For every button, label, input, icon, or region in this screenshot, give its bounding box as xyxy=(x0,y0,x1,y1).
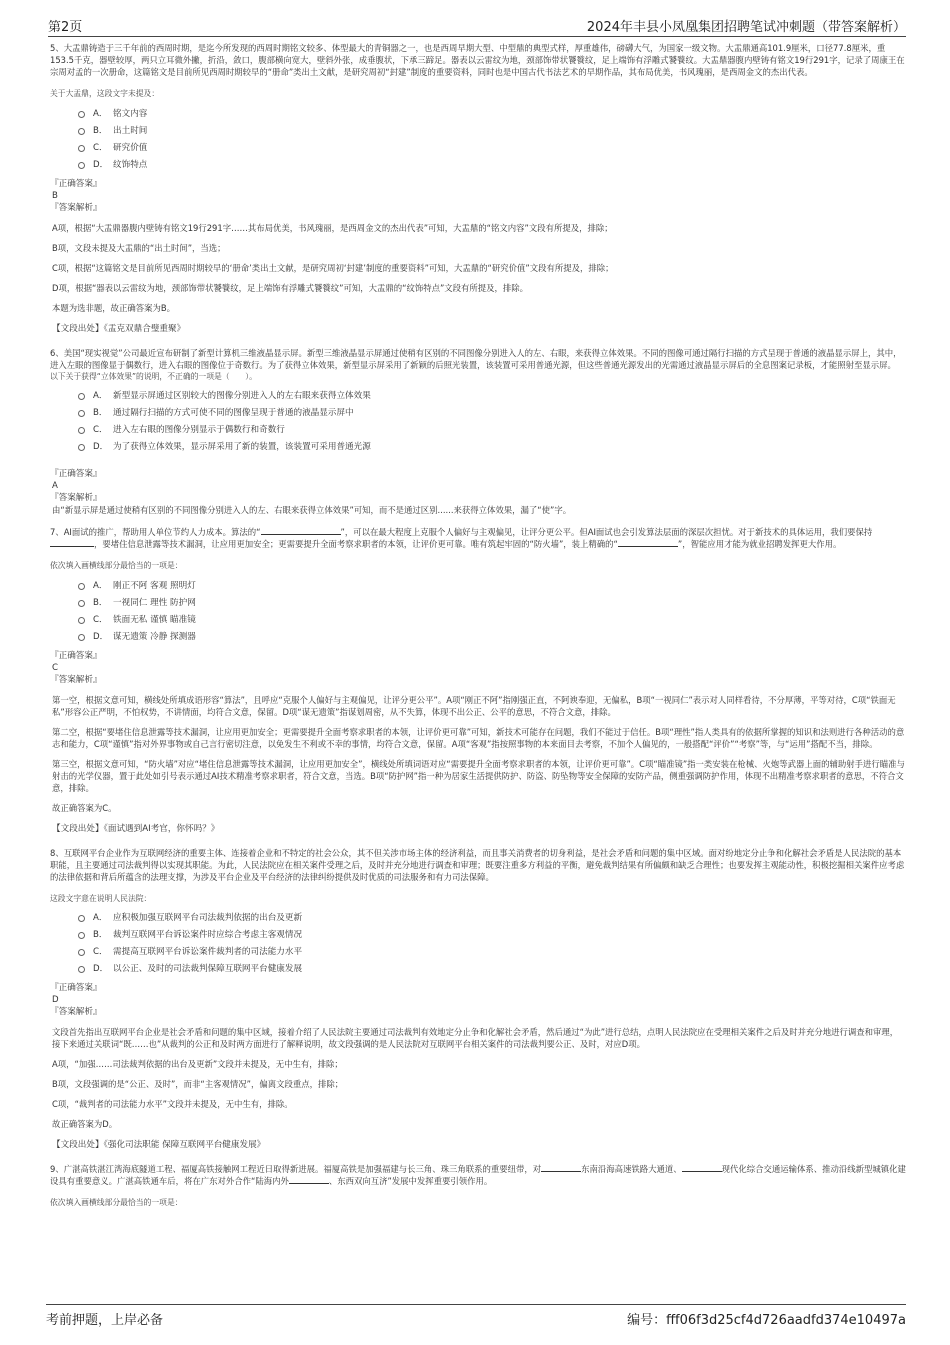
option-a[interactable]: A． 新型显示屏通过区别较大的图像分别进入人的左右眼来获得立体效果 xyxy=(78,388,906,405)
option-list xyxy=(78,388,906,456)
explain-text: D项，根据“器表以云雷纹为地，颈部饰带状饕餮纹，足上端饰有浮雕式饕餮纹”可知，大盂鼎的“纹饰特点”文段有所提及，排除。 xyxy=(52,282,529,293)
question-6 xyxy=(50,347,906,517)
radio-icon[interactable] xyxy=(78,966,85,973)
radio-icon[interactable] xyxy=(78,617,85,624)
radio-icon[interactable] xyxy=(78,427,85,434)
explain-label: 『答案解析』 xyxy=(50,1007,102,1017)
explain-text: C项，“裁判者的司法能力水平”文段并未提及，无中生有，排除。 xyxy=(52,1099,293,1109)
radio-icon[interactable] xyxy=(78,634,85,641)
option-c[interactable]: C． 需提高互联网平台诉讼案件裁判者的司法能力水平 xyxy=(78,944,906,961)
explain-conclusion: 本题为选非题，故正确答案为B。 xyxy=(52,302,175,313)
answer-value: B xyxy=(52,190,58,201)
explain-text: 由“新显示屏是通过使稍有区别的不同图像分别进入人的左、右眼来获得立体效果”可知，而不是通过区别......来获得立体效果，漏了“使”字。 xyxy=(52,505,572,515)
question-stem: 这段文字意在说明人民法院： xyxy=(50,893,152,903)
answer-label: 『正确答案』 xyxy=(50,469,102,479)
radio-icon[interactable] xyxy=(78,583,85,590)
explain-label: 『答案解析』 xyxy=(50,202,102,213)
fill-blank xyxy=(618,538,678,547)
radio-icon[interactable] xyxy=(78,111,85,118)
option-d[interactable]: D． 为了获得立体效果，显示屏采用了新的装置，该装置可采用普通光源 xyxy=(78,439,906,456)
radio-icon[interactable] xyxy=(78,410,85,417)
question-stem: 关于大盂鼎，这段文字未提及： xyxy=(50,89,160,98)
question-9 xyxy=(50,1163,906,1209)
radio-icon[interactable] xyxy=(78,145,85,152)
option-b[interactable]: B． 通过隔行扫描的方式可使不同的图像呈现于普通的液晶显示屏中 xyxy=(78,405,906,422)
page-number: 第2页 xyxy=(48,20,83,35)
question-5 xyxy=(50,42,906,335)
question-passage: 5、大盂鼎铸造于三千年前的西周时期，是迄今所发现的西周时期铭文较多、体型最大的青铜器之一，也是西周早期大型、中型鼎的典型式样，厚重雄伟，磅礴大气，为国家一级文物。大盂鼎通高101.9厘米，口径77.8厘米，重153.5千克，器壁较厚，两只立耳微外撇，折沿，敛口，腹部横向宽大，壁斜外张，成垂腹状，下承三蹄足。器表以云雷纹为地，颈部饰带状饕餮纹，足上端饰有浮雕式饕餮纹。大盂鼎器腹内壁铸有铭文19行291字，记录了周康王在宗周对孟的一次册命，这篇铭文是目前所见西周时期较早的“册命”类出土文献，是研究周初“封建”制度的重要资料，同时也是中国古代书法艺术的早期作品，其布局优美，书风瑰丽，是西周金文的杰出代表。 xyxy=(50,43,905,77)
explain-text: 第二空，根据“要堵住信息泄露等技术漏洞，让应用更加安全；更需要提升全面考察求职者的本领，让评价更可靠”可知，新技术可能存在问题，我们不能过于信任。B项“理性”指人类具有的依据所掌握的知识和法则进行各种活动的意志和能力，C项“谨慎”指对外界事物或自己言行密切注意，以免发生不利或不幸的事情，均符合文意，保留。A项“客观”指按照事物的本来面目去考察，不加个人偏见的，一般搭配“评价”“考察”等，与“运用”搭配不当，排除。 xyxy=(52,726,905,749)
option-d[interactable]: D． 谋无遗策 冷静 探测器 xyxy=(78,629,906,646)
document-body xyxy=(50,42,906,1299)
option-list xyxy=(78,106,906,174)
source-citation: 【文段出处】《强化司法职能 保障互联网平台健康发展》 xyxy=(52,1140,266,1150)
radio-icon[interactable] xyxy=(78,444,85,451)
explain-conclusion: 故正确答案为D。 xyxy=(52,1119,118,1129)
explain-text: 文段首先指出互联网平台企业是社会矛盾和问题的集中区域，接着介绍了人民法院主要通过司法裁判有效地定分止争和化解社会矛盾，然后通过“为此”进行总结，点明人民法院应在受理相关案件之后及时并充分地进行调查和审理，接下来通过关联词“既……也”从裁判的公正和及时两方面进行了解释说明，故文段强调的是人民法院对互联网平台相关案件的司法裁判要公正、及时，对应D项。 xyxy=(52,1027,899,1049)
radio-icon[interactable] xyxy=(78,932,85,939)
question-passage: 9、广湛高铁湛江湾海底隧道工程、福厦高铁接触网工程近日取得新进展。福厦高铁是加强福建与长三角、珠三角联系的重要纽带，对 东南沿海高速铁路大通道、 现代化综合交通运输体系、推动沿线新型城镇化建设具有重要意义。广湛高铁通车后，将在广东对外合作“陆海内外 、东西双向互济”发展中发挥重要引领作用。 xyxy=(50,1164,906,1186)
fill-blank xyxy=(289,1175,329,1184)
radio-icon[interactable] xyxy=(78,600,85,607)
option-d[interactable]: D． 以公正、及时的司法裁判保障互联网平台健康发展 xyxy=(78,961,906,978)
option-a[interactable]: A． 刚正不阿 客观 照明灯 xyxy=(78,578,906,595)
explain-conclusion: 故正确答案为C。 xyxy=(52,802,117,813)
explain-text: 第三空，根据文意可知，“防火墙”对应“堵住信息泄露等技术漏洞，让应用更加安全”，横线处所填词语对应“需要提升全面考察求职者的本领，让评价更可靠”。C项“瞄准镜”指一类安装在枪械、火炮等武器上面的辅助射手进行瞄准与射击的光学仪器，置于此处如引号表示通过AI技术精准考察求职者，符合文意，当选。B项“防护网”指一种为居家生活提供防护、防盗、防坠物等安全保障的安防产品，侧重强调防护作用，体现不出精准考察求职者的意思，不符合文意，排除。 xyxy=(52,758,905,793)
option-c[interactable]: C． 研究价值 xyxy=(78,140,906,157)
fill-blank xyxy=(541,1163,581,1172)
explain-text: B项，文段强调的是“公正、及时”，而非“主客观情况”，偏离文段重点，排除； xyxy=(52,1079,344,1089)
answer-value: D xyxy=(52,995,59,1005)
answer-label: 『正确答案』 xyxy=(50,178,102,189)
fill-blank xyxy=(682,1163,722,1172)
explain-label: 『答案解析』 xyxy=(50,674,102,685)
footer-slogan: 考前押题，上岸必备 xyxy=(46,1313,164,1328)
question-passage: 6、美国“现实视觉”公司最近宣布研制了新型计算机三维液晶显示屏。新型三维液晶显示屏通过使稍有区别的不同图像分别进入人的左、右眼，来获得立体效果。不同的图像可通过隔行扫描的方式呈现于普通的液晶显示屏上，其中，进入左眼的图像显于偶数行，进入右眼的图像位于奇数行。为了获得立体效果，新型显示屏采用了新颖的后照光装置，该装置可采用普通光源，但这些普通光源发出的光需通过液晶显示屏后的全息图案记录板，才能照射至显示屏。 xyxy=(50,347,902,370)
answer-value: A xyxy=(52,481,58,491)
document-title: 2024年丰县小凤凰集团招聘笔试冲刺题（带答案解析） xyxy=(586,20,906,35)
option-b[interactable]: B． 出土时间 xyxy=(78,123,906,140)
question-passage: 7、AI面试的推广，帮助用人单位节约人力成本。算法的“ ”，可以在最大程度上克服个人偏好与主观偏见，让评分更公平。但AI面试也会引发算法层面的深层次担忧。对于新技术的具体运用，我们要保持，要堵住信息泄露等技术漏洞，让应用更加安全；更需要提升全面考察求职者的本领，让评价更可靠。唯有筑起牢固的“防火墙”，装上精确的“ ”，智能应用才能为就业招聘发挥更大作用。 xyxy=(50,527,873,549)
option-b[interactable]: B． 裁判互联网平台诉讼案件时应综合考虑主客观情况 xyxy=(78,927,906,944)
explain-text: A项，根据“大盂鼎器腹内壁铸有铭文19行291字……其布局优美，书风瑰丽，是西周金文的杰出代表”可知，大盂鼎的“铭文内容”文段有所提及，排除； xyxy=(52,222,613,233)
source-citation: 【文段出处】《面试遇到AI考官，你怀吗？》 xyxy=(52,823,220,834)
answer-label: 『正确答案』 xyxy=(50,983,102,993)
answer-label: 『正确答案』 xyxy=(50,650,102,661)
radio-icon[interactable] xyxy=(78,915,85,922)
question-7 xyxy=(50,526,906,835)
answer-value: C xyxy=(52,662,59,673)
option-list xyxy=(78,578,906,646)
radio-icon[interactable] xyxy=(78,949,85,956)
question-stem: 依次填入画横线部分最恰当的一项是： xyxy=(50,1198,183,1207)
option-b[interactable]: B． 一视同仁 理性 防护网 xyxy=(78,595,906,612)
option-c[interactable]: C． 进入左右眼的图像分别显示于偶数行和奇数行 xyxy=(78,422,906,439)
source-citation: 【文段出处】《盂克双鼎合璧重聚》 xyxy=(52,323,186,334)
fill-blank xyxy=(261,526,341,535)
option-a[interactable]: A． 铭文内容 xyxy=(78,106,906,123)
question-stem: 依次填入画横线部分最恰当的一项是： xyxy=(50,561,183,570)
option-d[interactable]: D． 纹饰特点 xyxy=(78,157,906,174)
option-c[interactable]: C． 铁面无私 谨慎 瞄准镜 xyxy=(78,612,906,629)
explain-text: C项，根据“这篇铭文是目前所见西周时期较早的‘册命’类出土文献，是研究周初‘封建’制度的重要资料”可知，大盂鼎的“研究价值”文段有所提及，排除； xyxy=(52,262,614,273)
page-header xyxy=(48,14,906,37)
question-8 xyxy=(50,847,906,1152)
explain-text: 第一空，根据文意可知，横线处所填成语形容“算法”，且呼应“克服个人偏好与主观偏见，让评分更公平”。A项“刚正不阿”指刚强正直，不阿谀奉迎，无偏私，B项“一视同仁”表示对人同样看待，不分厚薄，平等对待，C项“铁面无私”形容公正严明，不怕权势，不讲情面，均符合文意，保留。D项“谋无遗策”指谋划周密，从不失算，体现不出公正、公平的意思，不符合文意，排除。 xyxy=(52,694,896,717)
explain-text: B项，文段未提及大盂鼎的“出土时间”，当选； xyxy=(52,242,226,253)
option-a[interactable]: A． 应积极加强互联网平台司法裁判依据的出台及更新 xyxy=(78,910,906,927)
radio-icon[interactable] xyxy=(78,393,85,400)
page-footer xyxy=(46,1304,906,1327)
radio-icon[interactable] xyxy=(78,162,85,169)
option-list xyxy=(78,910,906,978)
explain-text: A项，“加强……司法裁判依据的出台及更新”文段并未提及，无中生有，排除； xyxy=(52,1059,343,1069)
question-passage: 8、互联网平台企业作为互联网经济的重要主体、连接着企业和不特定的社会公众，其不但关涉市场主体的经济利益，而且事关消费者的切身利益，是社会矛盾和问题的集中区域。面对纷地定分止争和化解社会矛盾是人民法院的基本职能，且主要通过司法裁判得以实现其职能。为此，人民法院应在相关案件受理之后，及时并充分地进行调查和审理；既要注重多方利益的平衡，避免裁判结果有所偏颇和缺乏合理性；也要发挥主观能动性，积极挖掘相关案件应考虑的法律依据和背后所蕴含的法理支撑，为涉及平台企业及平台经济的法律纠纷提供及时优质的司法服务和有力司法保障。 xyxy=(50,847,905,882)
explain-label: 『答案解析』 xyxy=(50,493,102,503)
fill-blank xyxy=(50,538,94,547)
document-id: 编号：fff06f3d25cf4d726aadfd374e10497a xyxy=(627,1313,906,1328)
radio-icon[interactable] xyxy=(78,128,85,135)
question-stem: 以下关于获得“立体效果”的说明，不正确的一项是（ ）。 xyxy=(50,371,257,381)
